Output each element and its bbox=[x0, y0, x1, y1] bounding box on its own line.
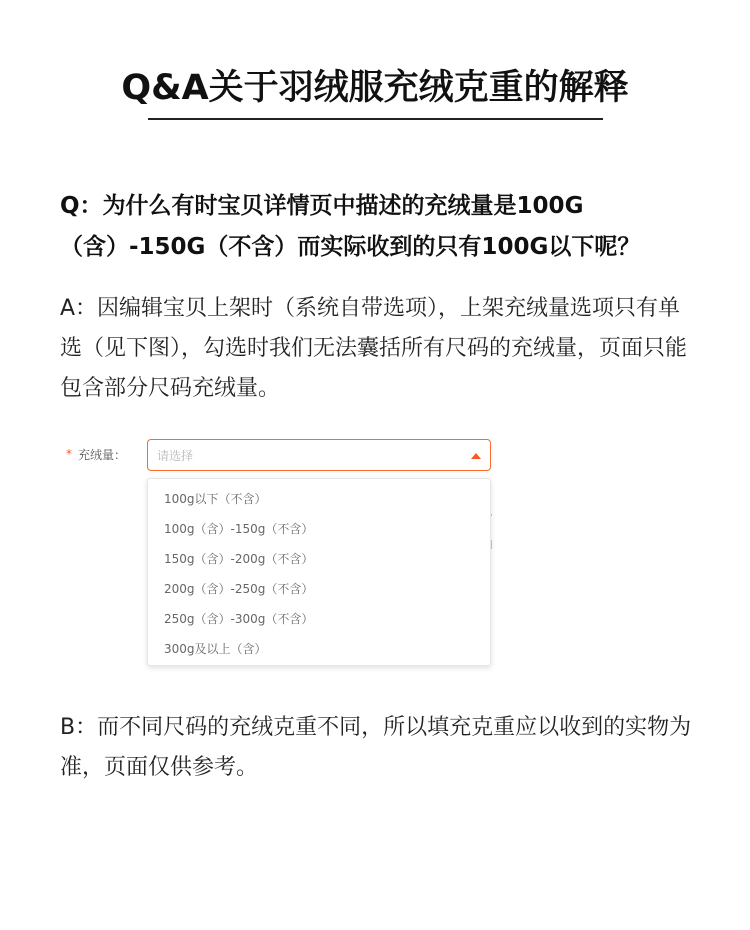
answer-b-text: B：而不同尺码的充绒克重不同，所以填充克重应以收到的实物为准，页面仅供参考。 bbox=[60, 715, 692, 780]
dropdown-option[interactable]: 200g（含）-250g（不含） bbox=[164, 582, 314, 596]
fill-amount-dropdown bbox=[147, 478, 491, 666]
select-placeholder: 请选择 bbox=[157, 449, 194, 463]
required-mark: * bbox=[66, 447, 72, 461]
fill-amount-label: 充绒量： bbox=[78, 448, 127, 462]
dropdown-option[interactable]: 100g以下（不含） bbox=[164, 492, 267, 506]
caret-up-icon[interactable] bbox=[471, 453, 481, 459]
answer-a-text: A：因编辑宝贝上架时（系统自带选项），上架充绒量选项只有单选（见下图），勾选时我们无法囊括所有尺码的充绒量，页面只能包含部分尺码充绒量。 bbox=[60, 296, 688, 401]
question-text: Q：为什么有时宝贝详情页中描述的充绒量是100G（含）-150G（不含）而实际收到的只有100G以下呢？ bbox=[60, 193, 641, 260]
fill-amount-select[interactable] bbox=[147, 439, 491, 471]
dropdown-option[interactable]: 100g（含）-150g（不含） bbox=[164, 522, 314, 536]
title-underline bbox=[148, 118, 603, 120]
page-title: Q&A关于羽绒服充绒克重的解释 bbox=[121, 68, 629, 108]
dropdown-option[interactable]: 250g（含）-300g（不含） bbox=[164, 612, 314, 626]
dropdown-option[interactable]: 300g及以上（含） bbox=[164, 642, 267, 656]
dropdown-option[interactable]: 150g（含）-200g（不含） bbox=[164, 552, 314, 566]
